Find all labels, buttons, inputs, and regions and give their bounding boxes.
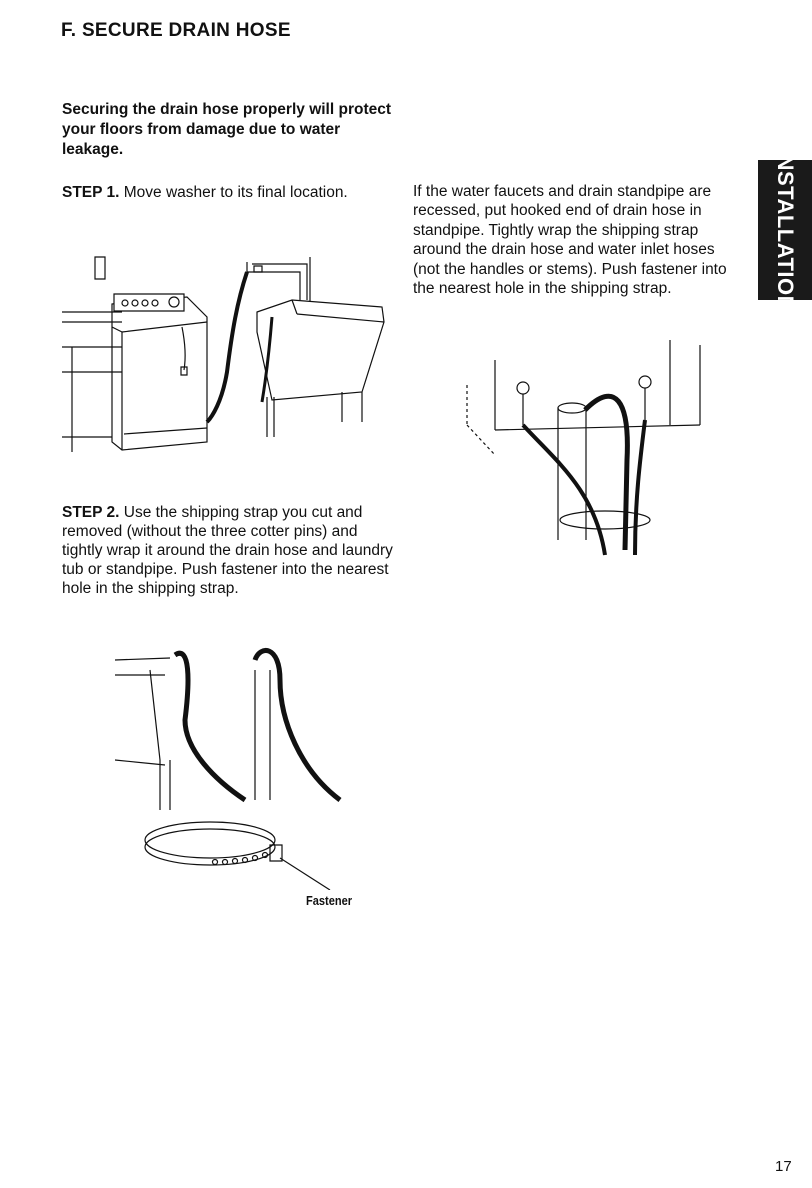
step-2-text: Use the shipping strap you cut and removed (without the three cotter pins) and tightly wrap it around the drain hose and laundry tub or standpipe. Push fastener into the nearest hole in the shipping strap. — [62, 504, 393, 597]
strap-and-fastener-illustration — [115, 640, 365, 890]
faucet-valves — [517, 376, 651, 425]
washer-laundry-tub-illustration — [62, 252, 392, 470]
cabinet-drawing — [62, 312, 122, 452]
fastener — [270, 845, 330, 890]
step-1 — [62, 183, 362, 202]
laundry-tub-drawing — [257, 300, 384, 437]
section-title: F. SECURE DRAIN HOSE — [61, 20, 291, 41]
step-1-text: Move washer to its final location. — [123, 184, 348, 201]
tub-edge — [115, 658, 170, 810]
drain-hose — [207, 272, 247, 422]
wall-outlet — [95, 257, 105, 279]
step-2-label: STEP 2. — [62, 504, 120, 521]
recessed-standpipe-illustration — [455, 340, 720, 565]
standpipe-right — [255, 650, 340, 800]
side-tab-label: INSTALLATION — [773, 147, 798, 313]
standpipe — [558, 403, 586, 540]
installation-side-tab — [758, 147, 812, 313]
water-pipes — [247, 257, 310, 302]
step-2 — [62, 503, 402, 598]
drain-hose-over-tub — [175, 653, 245, 800]
fastener-label: Fastener — [306, 893, 353, 908]
washer-drawing — [112, 294, 207, 450]
strap-loop — [145, 822, 275, 865]
wall-recess — [467, 340, 700, 455]
intro-paragraph: Securing the drain hose properly will protect your floors from damage due to water leakage. — [62, 101, 392, 158]
step-1-label: STEP 1. — [62, 184, 120, 201]
page-number: 17 — [775, 1158, 792, 1175]
hoses-bundle — [523, 396, 645, 555]
recessed-note: If the water faucets and drain standpipe are recessed, put hooked end of drain hose in standpipe. Tightly wrap the shipping strap around the drain hose and water inlet hoses (not the handles or stems). Push fastener into the nearest hole in the shipping strap. — [413, 183, 727, 298]
